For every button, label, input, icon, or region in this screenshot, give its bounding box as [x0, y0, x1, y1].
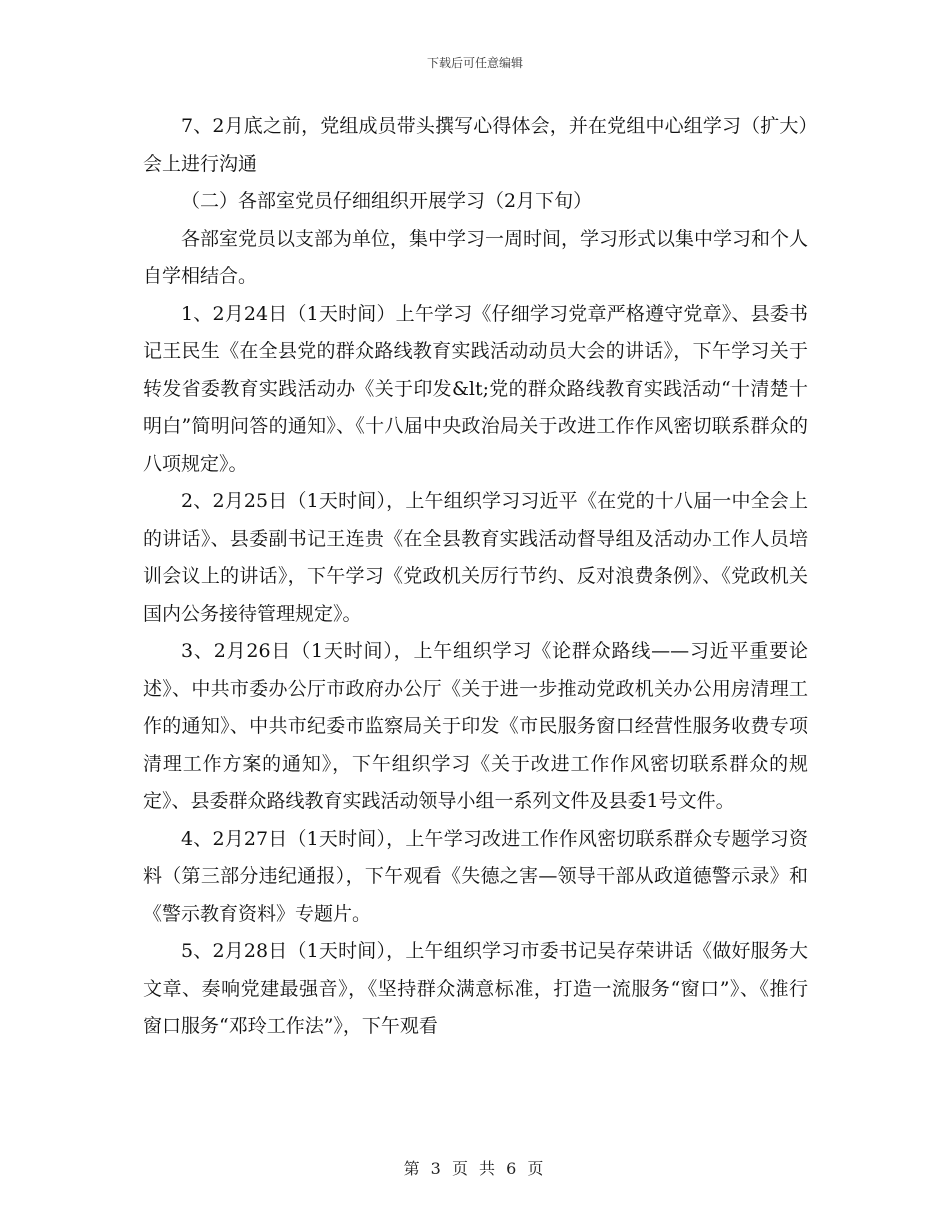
paragraph-item-5: 5、2月28日（1天时间），上午组织学习市委书记吴存荣讲话《做好服务大文章、奏响党建最强音》，《坚持群众满意标准，打造一流服务“窗口”》、《推行窗口服务“邓玲工作法”》，下午观看	[143, 940, 808, 1037]
paragraph-item-2: 2、2月25日（1天时间），上午组织学习习近平《在党的十八届一中全会上的讲话》、县委副书记王连贵《在全县教育实践活动督导组及活动办工作人员培训会议上的讲话》，下午学习《党政机关厉行节约、反对浪费条例》、《党政机关国内公务接待管理规定》。	[143, 490, 808, 625]
page-header: 下载后可任意编辑	[426, 56, 523, 70]
document-body	[143, 108, 808, 1046]
paragraph-item-3: 3、2月26日（1天时间），上午组织学习《论群众路线——习近平重要论述》、中共市委办公厅市政府办公厅《关于进一步推动党政机关办公用房清理工作的通知》、中共市纪委市监察局关于印发《市民服务窗口经营性服务收费专项清理工作方案的通知》，下午组织学习《关于改进工作作风密切联系群众的规定》、县委群众路线教育实践活动领导小组一系列文件及县委1号文件。	[143, 640, 808, 812]
paragraph-item-4: 4、2月27日（1天时间），上午学习改进工作作风密切联系群众专题学习资料（第三部分违纪通报），下午观看《失德之害—领导干部从政道德警示录》和《警示教育资料》专题片。	[143, 827, 808, 925]
paragraph-item-7: 7、2月底之前，党组成员带头撰写心得体会，并在党组中心组学习（扩大）会上进行沟通	[143, 115, 808, 175]
section-heading-2: （二）各部室党员仔细组织开展学习（2月下旬）	[181, 190, 593, 212]
paragraph-intro: 各部室党员以支部为单位，集中学习一周时间，学习形式以集中学习和个人自学相结合。	[143, 227, 809, 287]
paragraph-item-1: 1、2月24日（1天时间）上午学习《仔细学习党章严格遵守党章》、县委书记王民生《在全县党的群众路线教育实践活动动员大会的讲话》，下午学习关于转发省委教育实践活动办《关于印发&lt;党的群众路线教育实践活动“十清楚十明白”简明问答的通知》、《十八届中央政治局关于改进工作作风密切联系群众的八项规定》。	[143, 302, 808, 475]
page-footer: 第 3 页 共 6 页	[403, 1159, 547, 1178]
